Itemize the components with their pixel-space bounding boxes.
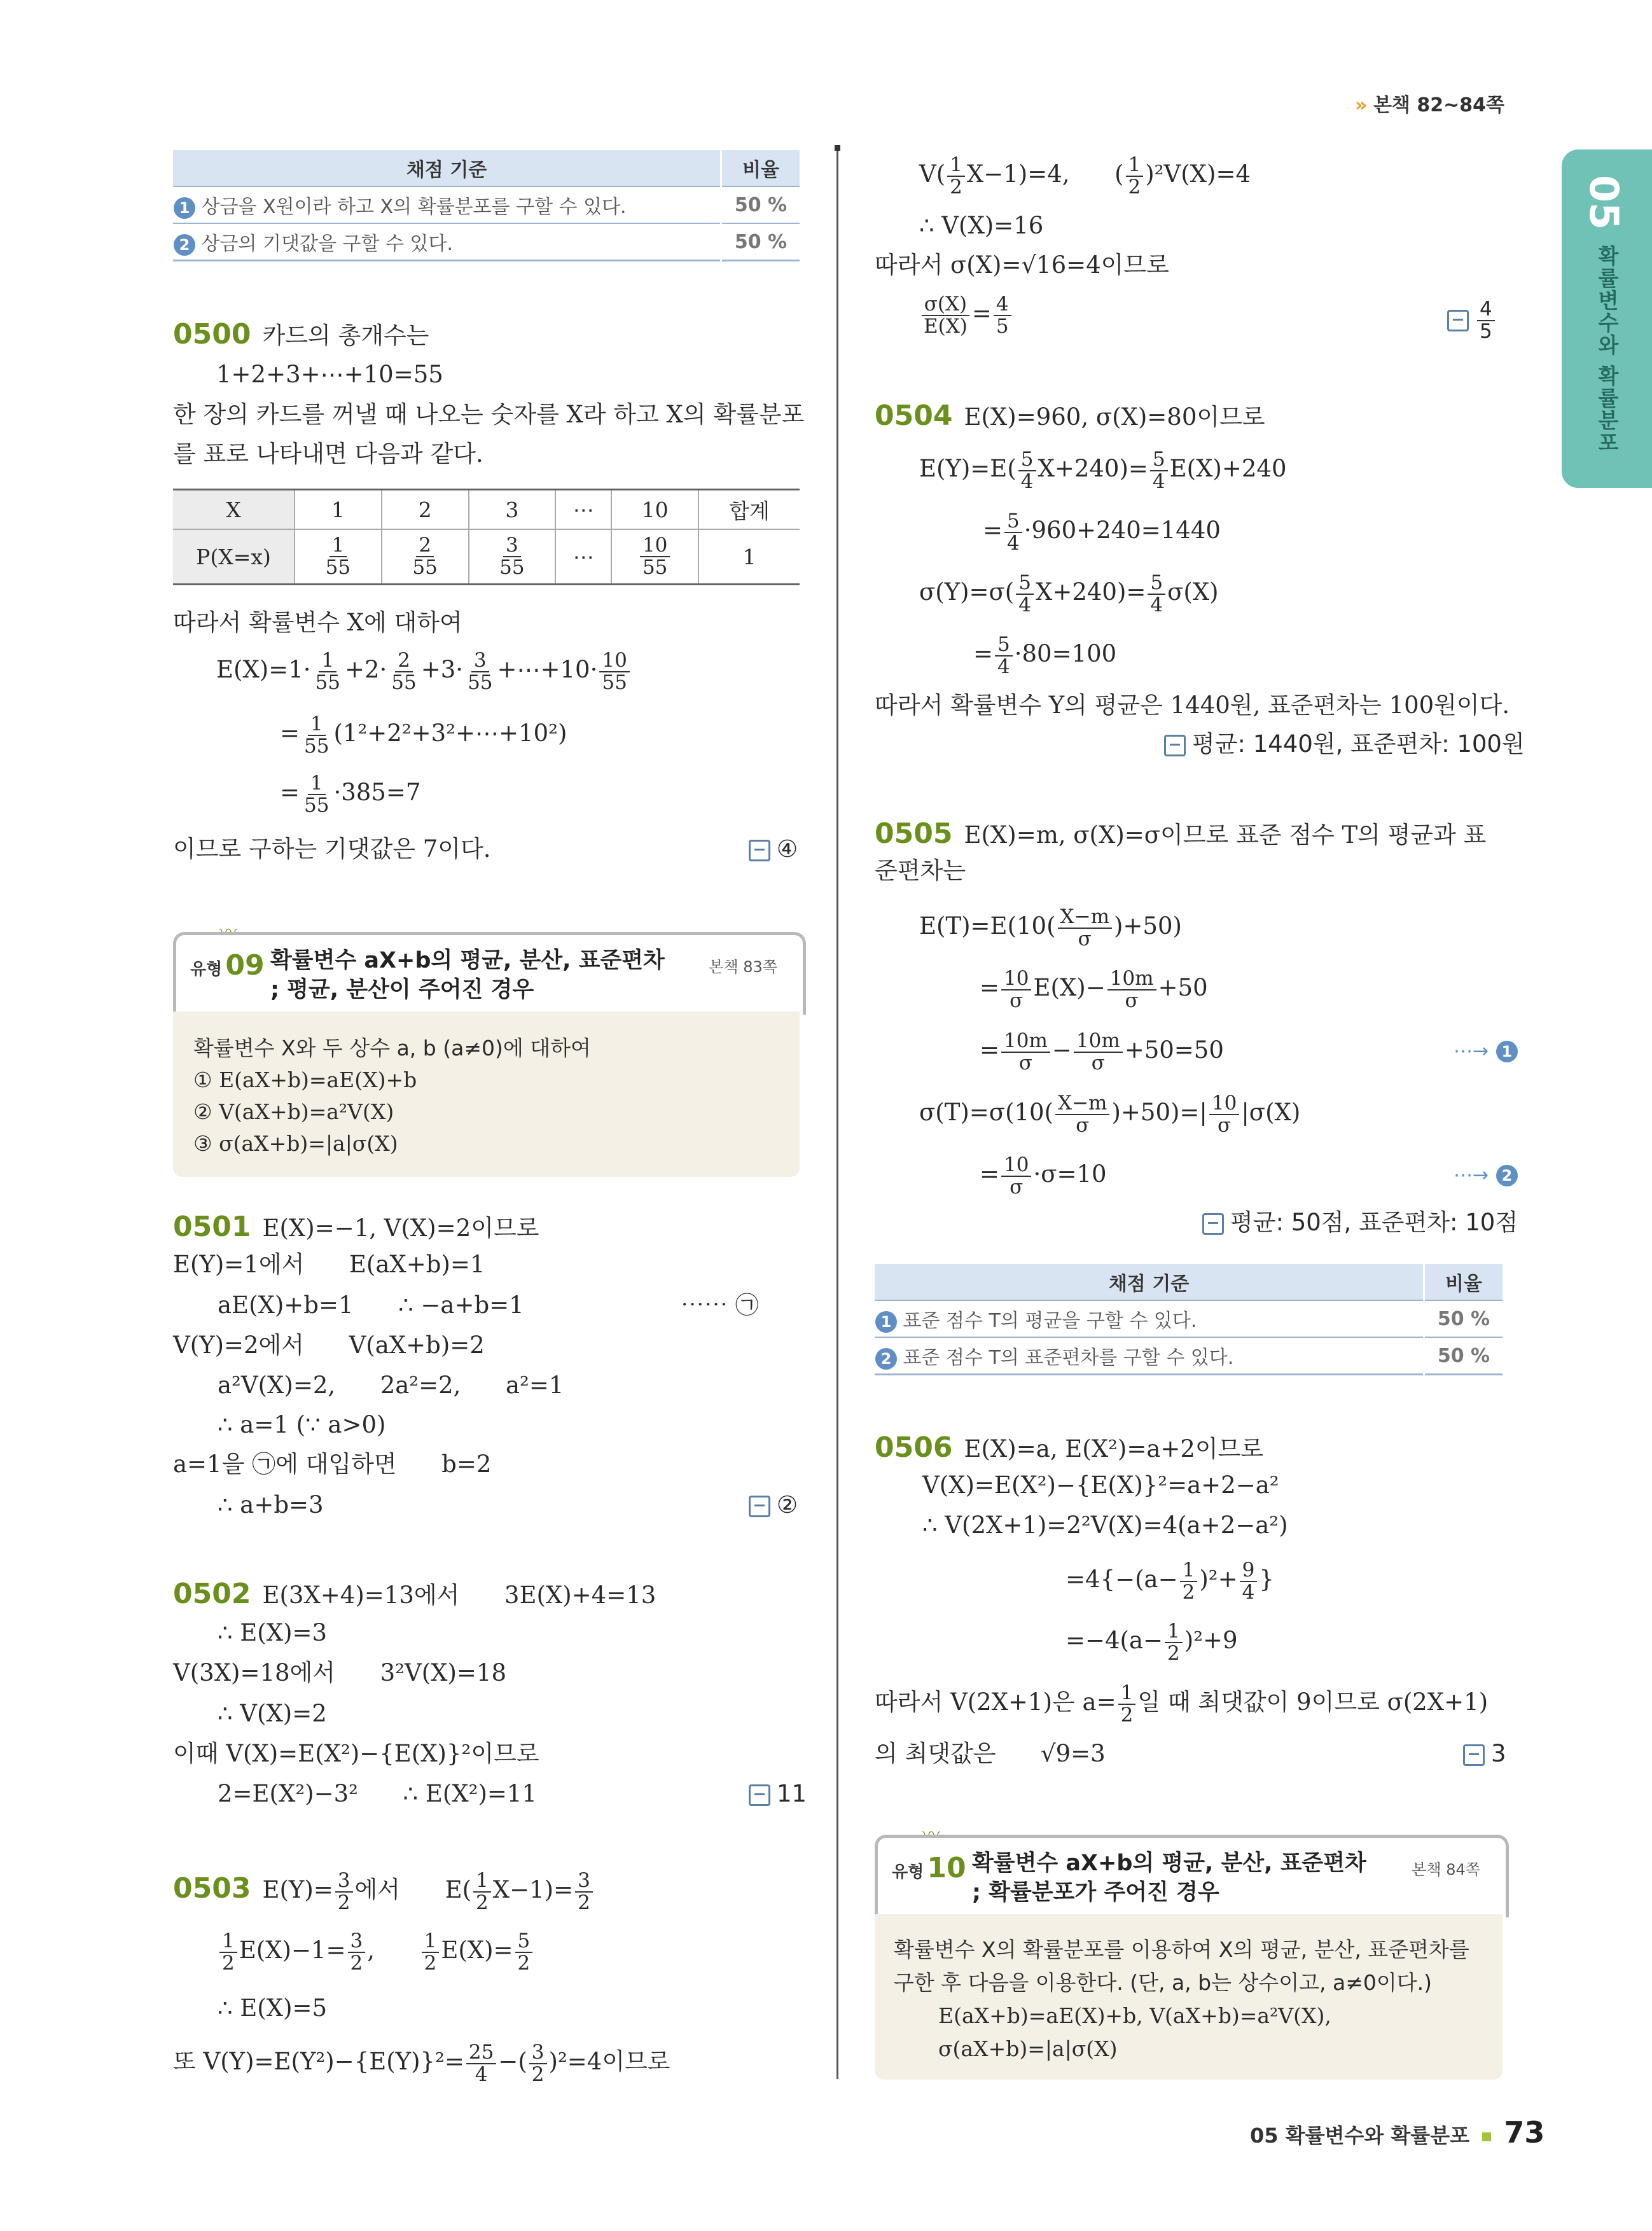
type-09-header: 유형 09 확률변수 aX+b의 평균, 분산, 표준편차 ; 평균, 분산이 주어진 경우 본책 83쪽 <box>173 932 806 1015</box>
problem-0501-line8: ∴ a+b=3 <box>218 1491 324 1519</box>
mark-1-icon: 1 <box>174 197 195 219</box>
answer-icon <box>1463 1744 1485 1766</box>
problem-0504-line3: = $\frac{5}{4}$ ·960+240=1440 <box>983 510 1221 555</box>
type-10-header: 유형 10 확률변수 aX+b의 평균, 분산, 표준편차 ; 확률분포가 주어진 경우 본책 84쪽 <box>875 1835 1509 1917</box>
answer-0504: 평균: 1440원, 표준편차: 100원 <box>1164 730 1525 758</box>
type-10-subtitle: ; 확률분포가 주어진 경우 <box>972 1879 1219 1905</box>
problem-0506-line3: ∴ V(2X+1)=2²V(X)=4(a+2−a²) <box>922 1512 1288 1539</box>
criteria-table-2 <box>875 1264 1503 1375</box>
mark-1-ref <box>1454 1036 1518 1064</box>
problem-0501-line2: E(Y)=1에서 E(aX+b)=1 <box>173 1251 485 1278</box>
mark-2-icon: 2 <box>1496 1165 1518 1186</box>
problem-0506-line4: =4{−(a− $\frac{1}{2}$ )²+ $\frac{9}{4}$ } <box>1065 1559 1274 1604</box>
answer-icon <box>1447 310 1469 331</box>
problem-0505-line5: = $\frac{10m}{\sigma}$ − $\frac{10m}{\sigma}$ +50=50 <box>980 1029 1224 1074</box>
problem-0502-line6: 2=E(X²)−3² ∴ E(X²)=11 <box>218 1780 537 1807</box>
problem-0501-line1: 0501 E(X)=−1, V(X)=2이므로 <box>173 1211 539 1243</box>
page-number: 73 <box>1504 2115 1545 2150</box>
answer-0506: 3 <box>1463 1740 1506 1768</box>
type-09-ref: 본책 83쪽 <box>709 958 777 976</box>
table-row: 2 표준 점수 T의 표준편차를 구할 수 있다. 50 % <box>875 1337 1503 1375</box>
problem-0500-line1: 0500 카드의 총개수는 <box>173 318 429 351</box>
table-row: 1 상금을 X원이라 하고 X의 확률분포를 구할 수 있다. 50 % <box>173 186 800 223</box>
problem-0503-line2: $\frac{1}{2}$ E(X)−1= $\frac{3}{2}$ , $\frac{1}{2}$ E(X)= $\frac{5}{2}$ <box>218 1931 534 1973</box>
ratio-header: 비율 <box>721 150 800 186</box>
problem-0505-line7: = $\frac{10}{\sigma}$ ·σ=10 <box>980 1153 1107 1199</box>
type-09-body: 확률변수 X와 두 상수 a, b (a≠0)에 대하여 ① E(aX+b)=aE(X)+b ② V(aX+b)=a²V(X) ③ σ(aX+b)=|a|σ(X) <box>173 1011 800 1177</box>
table-row: 1 표준 점수 T의 평균을 구할 수 있다. 50 % <box>875 1300 1503 1337</box>
problem-0503-line3: ∴ E(X)=5 <box>218 1994 328 2022</box>
chapter-number: 05 <box>1581 175 1627 230</box>
problem-0501-line6: ∴ a=1 (∵ a>0) <box>218 1411 386 1438</box>
footer-chapter: 05 확률변수와 확률분포 <box>1250 2123 1470 2148</box>
table-row: 2 상금의 기댓값을 구할 수 있다. 50 % <box>173 223 800 261</box>
problem-0506-line1: 0506 E(X)=a, E(X²)=a+2이므로 <box>875 1431 1264 1464</box>
problem-0504-line6: 따라서 확률변수 Y의 평균은 1440원, 표준편차는 100원이다. <box>875 692 1510 719</box>
mark-1-icon: 1 <box>1496 1041 1518 1062</box>
problem-0500-line3: 한 장의 카드를 꺼낼 때 나오는 숫자를 X라 하고 X의 확률분포 <box>173 401 805 428</box>
mark-2-icon: 2 <box>174 234 195 256</box>
probability-table: X 1 2 3 ⋯ 10 합계 P(X=x) $\frac{1}{55}$ $\frac{2}{55}$ $\frac{3}{55}$ ⋯ $\frac{10}{55}$ 1 <box>173 489 800 585</box>
answer-icon <box>1202 1213 1224 1235</box>
page-footer <box>1250 2115 1544 2150</box>
page-ref: » 본책 82~84쪽 <box>1355 94 1504 116</box>
dots-arrow-icon: ⋯→ <box>1454 1040 1489 1062</box>
problem-0504-line2: E(Y)=E( $\frac{5}{4}$ X+240)= $\frac{5}{4}$ E(X)+240 <box>919 448 1287 493</box>
problem-0500-eq3: = $\frac{1}{55}$ ·385=7 <box>280 772 421 817</box>
answer-icon <box>749 1784 770 1806</box>
criteria-table-1 <box>173 150 800 261</box>
answer-0505: 평균: 50점, 표준편차: 10점 <box>1202 1209 1518 1237</box>
divider-dot <box>835 145 840 151</box>
type-09-subtitle: ; 평균, 분산이 주어진 경우 <box>270 976 534 1003</box>
problem-0502-line2: ∴ E(X)=3 <box>218 1619 328 1646</box>
problem-0501-mark: ⋯⋯ ㉠ <box>681 1291 759 1319</box>
problem-0506-line2: V(X)=E(X²)−{E(X)}²=a+2−a² <box>922 1471 1279 1499</box>
type-10-ref: 본책 84쪽 <box>1412 1861 1480 1879</box>
column-divider <box>836 145 838 2079</box>
answer-0501: ② <box>749 1491 798 1519</box>
problem-0500-eq2: = $\frac{1}{55}$ (1²+2²+3²+⋯+10²) <box>280 712 567 758</box>
problem-0501-line3: aE(X)+b=1 ∴ −a+b=1 <box>218 1291 524 1319</box>
chapter-title: 확률변수와 확률분포 <box>1595 245 1620 454</box>
mark-2-ref <box>1454 1160 1518 1188</box>
problem-0502-line3: V(3X)=18에서 3²V(X)=18 <box>173 1659 506 1686</box>
dots-arrow-icon: ⋯→ <box>1454 1164 1489 1186</box>
problem-0503-cont2: ∴ V(X)=16 <box>919 212 1044 239</box>
problem-0506-line7: 의 최댓값은 √9=3 <box>875 1740 1106 1767</box>
problem-0504-line4: σ(Y)=σ( $\frac{5}{4}$ X+240)= $\frac{5}{4}$ σ(X) <box>919 571 1219 616</box>
problem-0500-line5: 따라서 확률변수 X에 대하여 <box>173 609 462 636</box>
chapter-side-tab[interactable] <box>1562 149 1652 488</box>
problem-0503-line4: 또 V(Y)=E(Y²)−{E(Y)}²= $\frac{25}{4}$ −( $\frac{3}{2}$ )²=4이므로 <box>173 2041 670 2086</box>
problem-0503-line1: 0503 E(Y)= $\frac{3}{2}$ 에서 E( $\frac{1}{2}$ X−1)= $\frac{3}{2}$ <box>173 1870 595 1913</box>
problem-0505-line1: 0505 E(X)=m, σ(X)=σ이므로 표준 점수 T의 평균과 표 <box>875 817 1487 850</box>
problem-0503-cont3: 따라서 σ(X)=√16=4이므로 <box>875 251 1169 279</box>
problem-0502-line1: 0502 E(3X+4)=13에서 3E(X)+4=13 <box>173 1578 656 1610</box>
footer-square-icon <box>1482 2132 1491 2141</box>
problem-0500-eq1: E(X)=1· $\frac{1}{55}$ +2· $\frac{2}{55}$ +3· $\frac{3}{55}$ +⋯+10· $\frac{10}{55}$ <box>216 650 632 693</box>
problem-0506-line5: =−4(a− $\frac{1}{2}$ )²+9 <box>1065 1620 1238 1665</box>
type-09-title: 확률변수 aX+b의 평균, 분산, 표준편차 <box>270 948 665 973</box>
problem-0500-line4: 를 표로 나타내면 다음과 같다. <box>173 440 483 468</box>
problem-0504-line5: = $\frac{5}{4}$ ·80=100 <box>973 633 1117 678</box>
criteria-header: 채점 기준 <box>875 1264 1424 1300</box>
ratio-header: 비율 <box>1424 1264 1503 1300</box>
answer-0502: 11 <box>749 1780 807 1808</box>
problem-0503-cont1: V( $\frac{1}{2}$ X−1)=4, ( $\frac{1}{2}$ )²V(X)=4 <box>919 153 1251 198</box>
answer-icon <box>1164 735 1186 756</box>
problem-0502-line4: ∴ V(X)=2 <box>218 1700 327 1727</box>
mark-2-icon: 2 <box>875 1348 897 1370</box>
problem-0505-line2: 준편차는 <box>875 857 966 884</box>
problem-0505-line6: σ(T)=σ(10( $\frac{X-m}{\sigma}$ )+50)=| $\frac{10}{\sigma}$ |σ(X) <box>919 1092 1301 1137</box>
problem-0506-line6: 따라서 V(2X+1)은 a= $\frac{1}{2}$ 일 때 최댓값이 9이므로 σ(2X+1) <box>875 1681 1489 1727</box>
answer-icon <box>749 1496 770 1517</box>
problem-0505-line4: = $\frac{10}{\sigma}$ E(X)− $\frac{10m}{\sigma}$ +50 <box>980 967 1208 1012</box>
answer-0503: $\frac{4}{5}$ <box>1447 299 1497 342</box>
problem-0500-line2: 1+2+3+⋯+10=55 <box>216 361 443 388</box>
answer-0500: ④ <box>749 835 798 863</box>
problem-0502-line5: 이때 V(X)=E(X²)−{E(X)}²이므로 <box>173 1740 539 1767</box>
problem-0503-cont4: $\frac{\sigma(X)}{E(X)}$ = $\frac{4}{5}$ <box>919 294 1013 337</box>
problem-0501-line7: a=1을 ㉠에 대입하면 b=2 <box>173 1450 492 1478</box>
answer-icon <box>749 840 770 861</box>
problem-0500-line6: 이므로 구하는 기댓값은 7이다. <box>173 835 491 863</box>
problem-0501-line5: a²V(X)=2, 2a²=2, a²=1 <box>218 1372 564 1399</box>
criteria-header: 채점 기준 <box>173 150 721 186</box>
problem-0505-line3: E(T)=E(10( $\frac{X-m}{\sigma}$ )+50) <box>919 905 1182 950</box>
type-10-title: 확률변수 aX+b의 평균, 분산, 표준편차 <box>972 1851 1366 1876</box>
type-10-body: 확률변수 X의 확률분포를 이용하여 X의 평균, 분산, 표준편차를 구한 후 다음을 이용한다. (단, a, b는 상수이고, a≠0이다.) E(aX+b)=aE(X)+b, V(aX+b)=a²V(X), σ(aX+b)=|a|σ(X) <box>875 1914 1503 2080</box>
double-chevron-icon: » <box>1355 94 1368 116</box>
problem-0504-line1: 0504 E(X)=960, σ(X)=80이므로 <box>875 400 1265 432</box>
problem-0501-line4: V(Y)=2에서 V(aX+b)=2 <box>173 1331 485 1359</box>
mark-1-icon: 1 <box>875 1311 897 1333</box>
